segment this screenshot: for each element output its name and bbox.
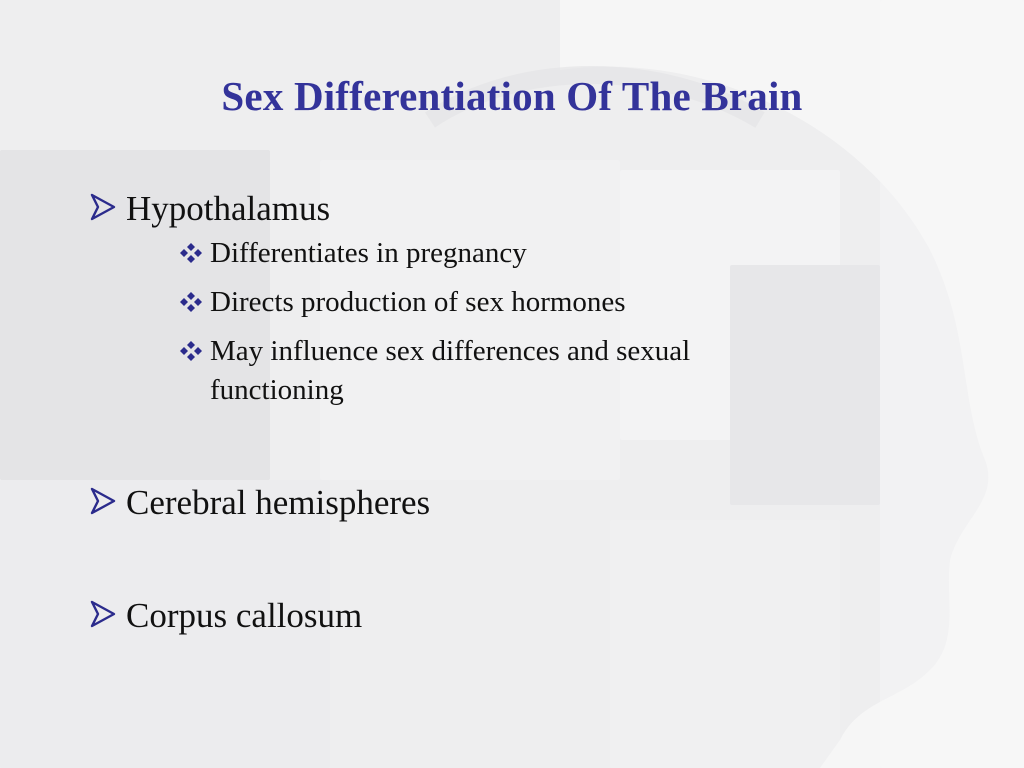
arrow-bullet-icon bbox=[88, 486, 118, 516]
diamond-bullet-icon bbox=[176, 291, 206, 313]
diamond-bullet-icon bbox=[176, 242, 206, 264]
sub-bullet-text: Differentiates in pregnancy bbox=[210, 237, 527, 269]
arrow-bullet-icon bbox=[88, 192, 118, 222]
bullet-list bbox=[88, 186, 848, 639]
bullet-item-corpus-callosum bbox=[88, 593, 848, 639]
sub-bullet-list bbox=[126, 234, 848, 410]
sub-bullet-text: Directs production of sex hormones bbox=[210, 286, 626, 318]
bullet-item-cerebral-hemispheres bbox=[88, 480, 848, 526]
diamond-bullet-icon bbox=[176, 340, 206, 362]
sub-bullet-item bbox=[176, 332, 830, 410]
sub-bullet-item bbox=[176, 283, 848, 322]
bullet-text: Cerebral hemispheres bbox=[126, 483, 431, 522]
slide-title: Sex Differentiation Of The Brain bbox=[221, 73, 803, 119]
bullet-text: Corpus callosum bbox=[126, 596, 363, 635]
arrow-bullet-icon bbox=[88, 599, 118, 629]
sub-bullet-item bbox=[176, 234, 848, 273]
sub-bullet-text: May influence sex differences and sexual functioning bbox=[210, 335, 691, 406]
bullet-item-hypothalamus bbox=[88, 186, 848, 410]
bullet-text: Hypothalamus bbox=[126, 189, 331, 228]
